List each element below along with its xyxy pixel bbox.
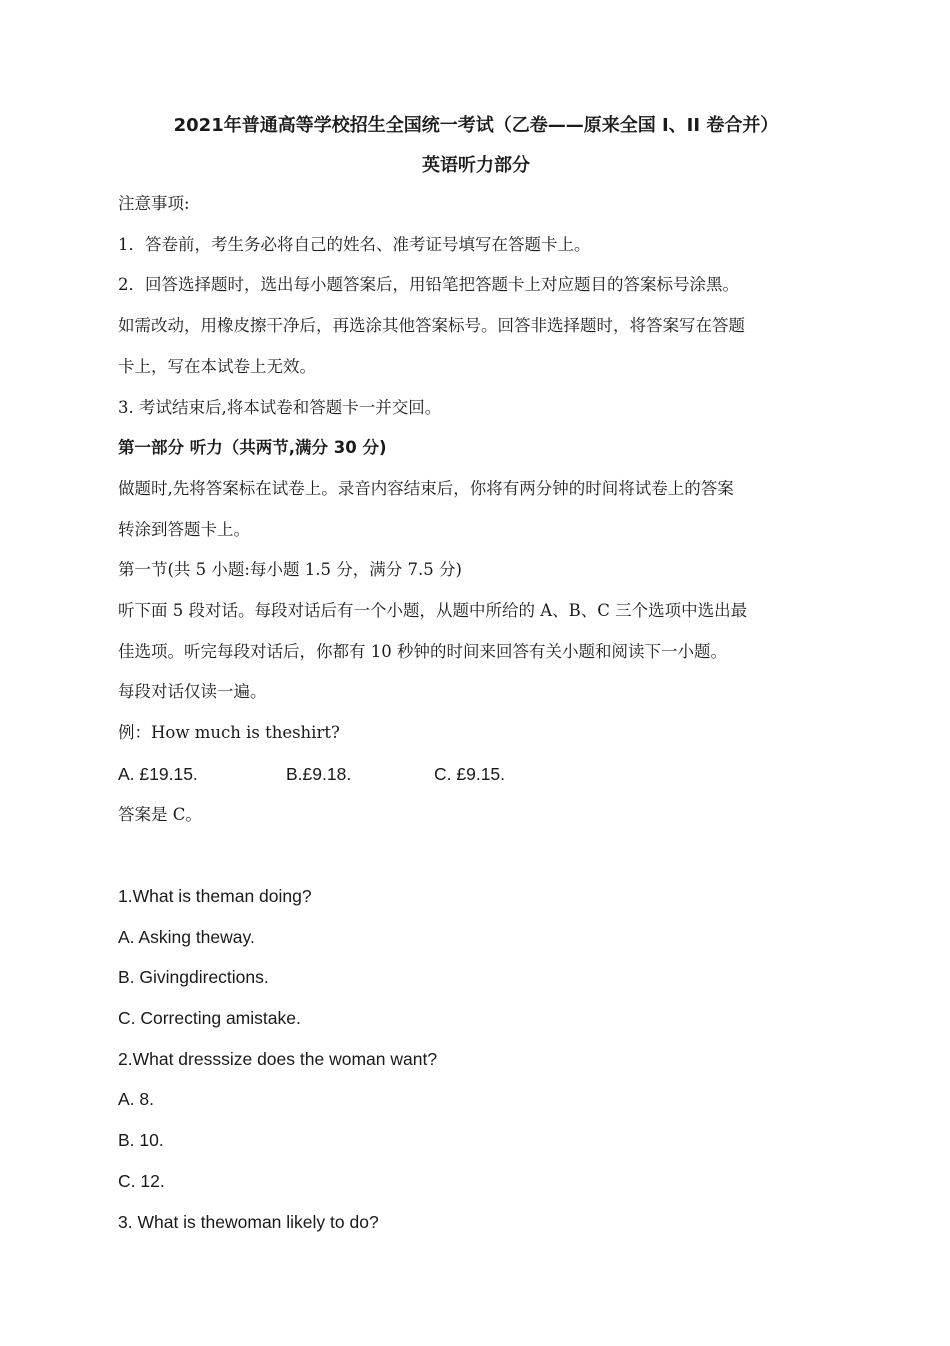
notes-item-3: 3. 考试结束后,将本试卷和答题卡一并交回。 xyxy=(118,397,442,417)
part1-instruction-line-2: 转涂到答题卡上。 xyxy=(118,519,250,539)
section1-instruction-line-2: 佳选项。听完每段对话后，你都有 10 秒钟的时间来回答有关小题和阅读下一小题。 xyxy=(118,641,727,661)
example-options xyxy=(118,754,834,795)
page-subtitle: 英语听力部分 xyxy=(422,155,530,176)
section1-instruction-line-1: 听下面 5 段对话。每段对话后有一个小题，从题中所给的 A、B、C 三个选项中选出最 xyxy=(118,601,748,621)
example-option-b: B.£9.18. xyxy=(286,763,352,784)
question-2-option-a: A. 8. xyxy=(118,1089,154,1110)
notes-item-2-line-1: 2．回答选择题时，选出每小题答案后，用铅笔把答题卡上对应题目的答案标号涂黑。 xyxy=(118,275,739,295)
notes-item-2-line-2: 如需改动，用橡皮擦干净后，再选涂其他答案标号。回答非选择题时，将答案写在答题 xyxy=(118,316,745,336)
spacer xyxy=(118,835,834,876)
example-answer: 答案是 C。 xyxy=(118,804,202,824)
section1-heading: 第一节(共 5 小题:每小题 1.5 分，满分 7.5 分) xyxy=(118,560,462,580)
example-option-c: C. £9.15. xyxy=(434,763,506,784)
notes-item-2-line-3: 卡上，写在本试卷上无效。 xyxy=(118,356,316,376)
notes-item-1: 1．答卷前，考生务必将自己的姓名、准考证号填写在答题卡上。 xyxy=(118,234,591,254)
notes-section xyxy=(118,184,834,428)
part1-heading: 第一部分 听力（共两节,满分 30 分) xyxy=(118,438,387,458)
example-option-a: A. £19.15. xyxy=(118,763,198,784)
question-1-option-b: B. Givingdirections. xyxy=(118,967,269,988)
question-2: 2.What dresssize does the woman want? xyxy=(118,1048,438,1069)
question-1: 1.What is theman doing? xyxy=(118,885,312,906)
question-1-option-a: A. Asking theway. xyxy=(118,926,255,947)
question-2-option-b: B. 10. xyxy=(118,1130,164,1151)
section1-instruction-line-3: 每段对话仅读一遍。 xyxy=(118,682,267,702)
question-3: 3. What is thewoman likely to do? xyxy=(118,1211,379,1232)
example-question: 例：How much is theshirt? xyxy=(118,723,340,743)
notes-heading: 注意事项: xyxy=(118,194,190,213)
exam-page xyxy=(118,112,834,1242)
part1-instruction-line-1: 做题时,先将答案标在试卷上。录音内容结束后，你将有两分钟的时间将试卷上的答案 xyxy=(118,478,734,498)
question-1-option-c: C. Correcting amistake. xyxy=(118,1008,301,1029)
question-2-option-c: C. 12. xyxy=(118,1170,165,1191)
page-title: 2021年普通高等学校招生全国统一考试（乙卷——原来全国 I、II 卷合并） xyxy=(173,115,779,136)
